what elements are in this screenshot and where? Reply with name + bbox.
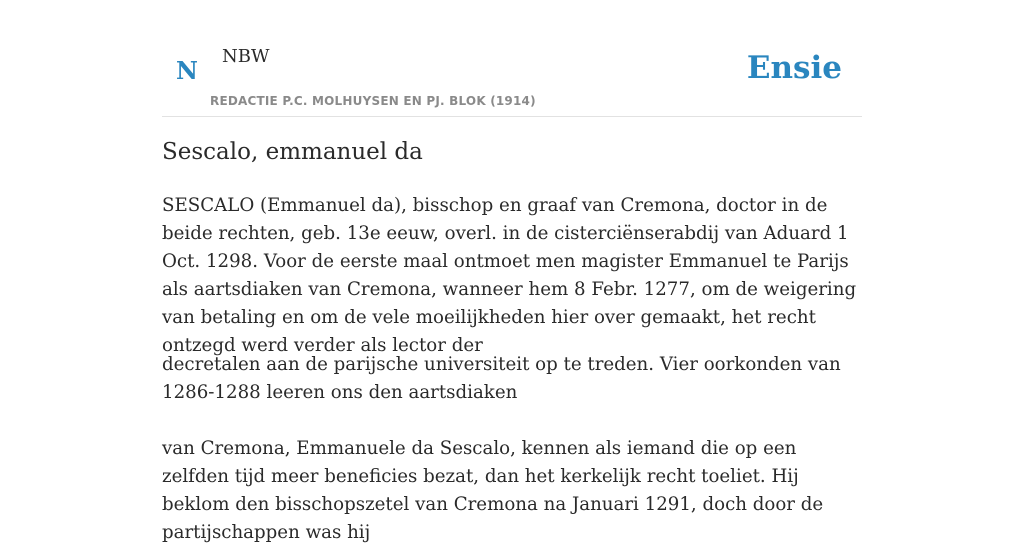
brand-logo[interactable]: Ensie xyxy=(746,50,842,86)
entry-paragraph: decretalen aan de parijsche universiteit op te treden. Vier oorkonden van 1286-1288 leeren ons den aartsdiaken xyxy=(162,354,841,403)
entry-paragraph: van Cremona, Emmanuele da Sescalo, kennen als iemand die op een zelfden tijd meer beneficies bezat, dan het kerkelijk recht toeliet. Hij beklom den bisschopszetel van Cremona na Januari 1291, doch door de partijschappen was hij xyxy=(162,438,824,543)
source-logo[interactable]: N xyxy=(176,56,198,85)
source-title[interactable]: NBW xyxy=(222,46,270,67)
source-subtitle: REDACTIE P.C. MOLHUYSEN EN PJ. BLOK (1914) xyxy=(210,94,536,108)
source-header xyxy=(162,0,862,117)
page xyxy=(162,0,862,543)
entry-paragraph: SESCALO (Emmanuel da), bisschop en graaf van Cremona, doctor in de beide rechten, geb. 13e eeuw, overl. in de cisterciënserabdij van Aduard 1 Oct. 1298. Voor de eerste maal ontmoet men magister Emmanuel te Parijs als aartsdiaken van Cremona, wanneer hem 8 Febr. 1277, om de weigering van betaling en om de vele moeilijkheden hier over gemaakt, het recht ontzegd werd verder als lector der xyxy=(162,195,857,356)
entry-title: Sescalo, emmanuel da xyxy=(162,139,423,165)
